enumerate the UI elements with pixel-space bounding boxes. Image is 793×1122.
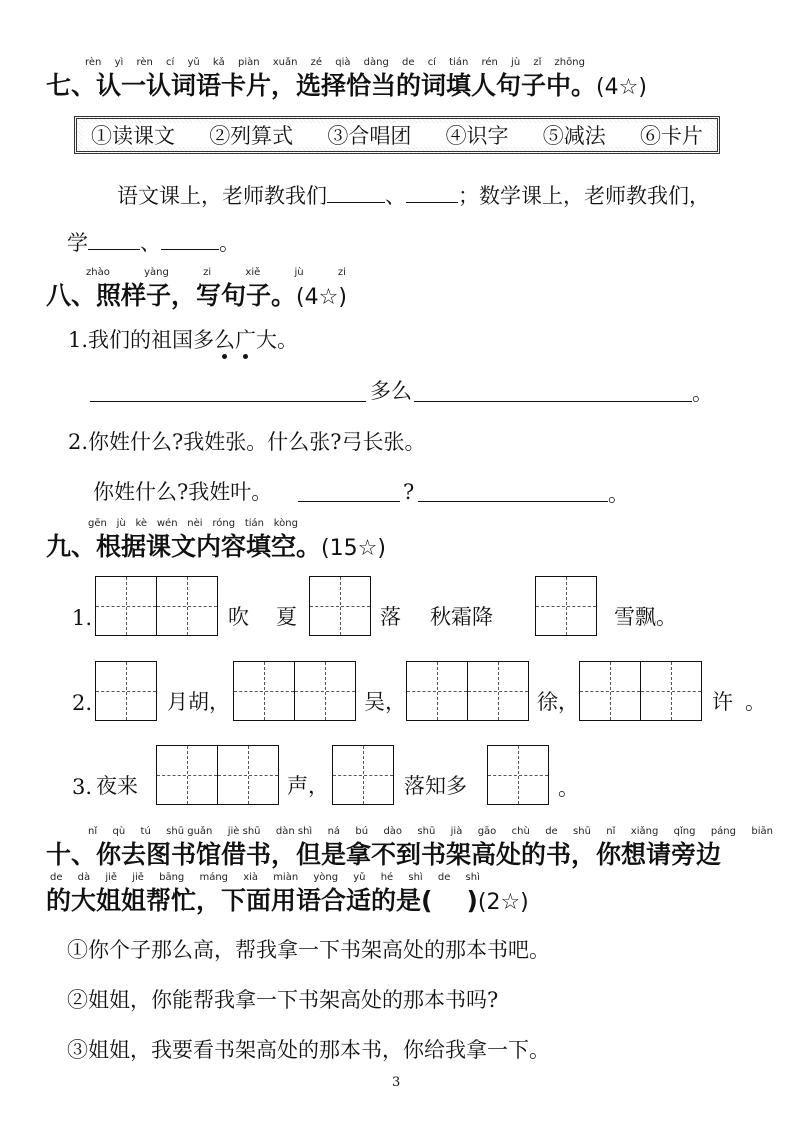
row2-text-2: 吴， — [364, 690, 406, 714]
pinyin-syllable: jià — [450, 826, 463, 837]
tian-grid-1[interactable] — [487, 745, 549, 805]
pinyin-syllable: nǐ — [606, 826, 616, 837]
sec7-line2-text: 学 — [67, 231, 88, 255]
pinyin-syllable: rèn — [85, 57, 102, 68]
pinyin-syllable: yàng — [144, 267, 169, 278]
answer-line[interactable] — [414, 401, 692, 402]
word-card-item[interactable]: ⑤减法 — [542, 124, 606, 148]
tian-grid-2[interactable] — [156, 745, 279, 805]
pinyin-syllable: jù — [511, 57, 521, 68]
pinyin-syllable: hé — [380, 872, 394, 883]
row1-number: 1. — [72, 606, 93, 630]
pinyin-syllable: jiè shū — [227, 826, 261, 837]
sec8-q2: 2.你姓什么?我姓张。什么张?弓长张。 — [68, 430, 426, 454]
pinyin-syllable: zhào — [86, 267, 110, 278]
pinyin-syllable: nèi — [187, 518, 203, 529]
sec7-line2 — [67, 233, 240, 254]
answer-bracket-space[interactable] — [432, 907, 466, 909]
pinyin-syllable: jù — [294, 267, 304, 278]
pinyin-syllable: gēn — [88, 518, 107, 529]
separator: 、 — [140, 231, 161, 255]
answer-blank[interactable] — [327, 200, 385, 203]
pinyin-syllable: miàn — [273, 872, 299, 883]
word-card-item[interactable]: ④识字 — [445, 124, 509, 148]
period: 。 — [219, 231, 240, 255]
row2-text-5: 。 — [745, 690, 766, 714]
pinyin-syllable: zé — [310, 57, 323, 68]
separator: 、 — [385, 184, 406, 208]
pinyin-syllable: qǐng — [673, 826, 696, 837]
sec10-pinyin-row-2 — [50, 873, 480, 883]
sec9-score: (15☆) — [321, 536, 386, 561]
sec7-line1 — [117, 186, 710, 207]
row1-text-2: 夏 — [276, 605, 297, 629]
answer-blank[interactable] — [161, 247, 219, 250]
pinyin-syllable: kǎ — [212, 57, 225, 68]
sec8-q1-end: 。 — [692, 381, 713, 405]
pinyin-syllable: dào — [383, 826, 403, 837]
pinyin-syllable: shū — [417, 826, 436, 837]
sec10-line2-text: 的大姐姐帮忙，下面用语合适的是( — [46, 886, 433, 915]
row2-text-4: 许 — [712, 690, 733, 714]
option-3[interactable]: ③姐姐，我要看书架高处的那本书，你给我拿一下。 — [67, 1038, 550, 1062]
pinyin-syllable: shū guǎn — [166, 826, 213, 837]
word-card-box — [74, 116, 720, 154]
pinyin-syllable: de — [50, 872, 63, 883]
pinyin-syllable: bāng — [159, 872, 185, 883]
pinyin-syllable: de — [545, 826, 558, 837]
pinyin-syllable: zhōng — [554, 57, 585, 68]
pinyin-syllable: dàn shì — [275, 826, 313, 837]
pinyin-syllable: xuǎn — [272, 57, 298, 68]
option-2[interactable]: ②姐姐，你能帮我拿一下书架高处的那本书吗? — [67, 988, 499, 1012]
row3-number: 3. — [72, 775, 93, 799]
word-card-item[interactable]: ①读课文 — [91, 124, 175, 148]
row1-text-4: 秋霜降 — [430, 605, 493, 629]
pinyin-syllable: tián — [449, 57, 469, 68]
tian-grid-2[interactable] — [233, 661, 356, 721]
pinyin-syllable: yǔ — [187, 57, 200, 68]
pinyin-syllable: de — [402, 57, 415, 68]
page-number: 3 — [392, 1075, 401, 1090]
row2-text-3: 徐， — [537, 690, 579, 714]
pinyin-syllable: páng — [710, 826, 736, 837]
sec9-title-text: 九、根据课文内容填空。 — [46, 532, 322, 561]
pinyin-syllable: dà — [77, 872, 91, 883]
pinyin-syllable: kòng — [273, 518, 298, 529]
row3-text-1: 夜来 — [96, 774, 138, 798]
pinyin-syllable: wén — [156, 518, 178, 529]
sec10-line1: 十、你去图书馆借书，但是拿不到书架高处的书，你想请旁边 — [46, 840, 722, 869]
pinyin-syllable: cí — [427, 57, 436, 68]
pinyin-syllable: nǐ — [88, 826, 98, 837]
sec7-pinyin-row — [85, 58, 585, 68]
pinyin-syllable: tú — [140, 826, 151, 837]
answer-line[interactable] — [418, 501, 608, 502]
pinyin-syllable: jiě — [105, 872, 118, 883]
sec8-score: (4☆) — [296, 285, 347, 310]
pinyin-syllable: yòng — [313, 872, 339, 883]
sec7-title — [46, 73, 647, 99]
sec10-score: (2☆) — [477, 890, 529, 915]
pinyin-syllable: rén — [481, 57, 498, 68]
sec8-q2-qmark: ? — [403, 480, 415, 504]
sec7-title-text: 七、认一认词语卡片，选择恰当的词填人句子中。 — [46, 71, 597, 100]
row1-text-1: 吹 — [228, 605, 249, 629]
pinyin-syllable: jù — [116, 518, 126, 529]
row3-text-3: 落知多 — [404, 774, 467, 798]
emphasis-dot — [222, 354, 227, 359]
row2-text-1: 月胡， — [167, 690, 230, 714]
tian-grid-2[interactable] — [579, 661, 702, 721]
sec8-pinyin-row — [86, 268, 346, 278]
sec8-title — [46, 283, 347, 309]
sec8-q2-prompt: 你姓什么?我姓叶。 — [93, 480, 273, 504]
pinyin-syllable: jiě — [132, 872, 144, 883]
pinyin-syllable: xiǎng — [630, 826, 659, 837]
pinyin-syllable: chù — [511, 826, 530, 837]
answer-line[interactable] — [298, 501, 400, 502]
sec9-title — [46, 534, 386, 560]
word-card-item[interactable]: ⑥卡片 — [639, 124, 703, 148]
sec8-q1-mid: 多么 — [370, 379, 412, 403]
pinyin-syllable: ná — [327, 826, 341, 837]
row1-text-3: 落 — [380, 605, 401, 629]
pinyin-syllable: zi — [337, 267, 346, 278]
word-card-item[interactable]: ③合唱团 — [327, 124, 412, 148]
sec7-line1-text: 语文课上，老师教我们 — [117, 184, 327, 208]
pinyin-syllable: cí — [166, 57, 175, 68]
tian-grid-1[interactable] — [332, 745, 394, 805]
pinyin-syllable: de — [437, 872, 451, 883]
pinyin-syllable: shì — [408, 872, 423, 883]
sec10-line2 — [46, 888, 529, 914]
pinyin-syllable: kè — [135, 518, 148, 529]
pinyin-syllable: yì — [114, 57, 124, 68]
pinyin-syllable: zǐ — [533, 57, 542, 68]
tian-grid-1[interactable] — [535, 576, 597, 636]
tian-grid-2[interactable] — [95, 576, 218, 636]
sec7-score: (4☆) — [596, 75, 647, 100]
pinyin-syllable: tián — [244, 518, 264, 529]
row1-text-5: 雪飘。 — [614, 605, 677, 629]
sec8-q2-end: 。 — [608, 482, 629, 506]
pinyin-syllable: biān — [751, 826, 773, 837]
pinyin-syllable: xià — [243, 872, 259, 883]
pinyin-syllable: rèn — [136, 57, 153, 68]
sec7-line1-text-b: ；数学课上，老师教我们， — [458, 184, 710, 208]
sec8-q1: 1.我们的祖国多么广大。 — [68, 328, 299, 352]
pinyin-syllable: róng — [212, 518, 236, 529]
answer-line[interactable] — [90, 401, 366, 402]
row3-text-2: 声， — [287, 774, 329, 798]
pinyin-syllable: shì — [465, 872, 480, 883]
pinyin-syllable: máng — [199, 872, 229, 883]
pinyin-syllable: bú — [355, 826, 369, 837]
sec8-title-text: 八、照样子，写句子。 — [46, 281, 297, 310]
pinyin-syllable: shū — [573, 826, 591, 837]
sec9-pinyin-row — [88, 519, 298, 529]
pinyin-syllable: qù — [112, 826, 126, 837]
pinyin-syllable: dàng — [363, 57, 389, 68]
answer-blank[interactable] — [406, 200, 458, 203]
tian-grid-1[interactable] — [309, 576, 371, 636]
row3-text-4: 。 — [558, 776, 579, 800]
pinyin-syllable: piàn — [237, 57, 260, 68]
pinyin-syllable: yǔ — [353, 872, 366, 883]
emphasis-dot — [243, 354, 248, 359]
tian-grid-2[interactable] — [406, 661, 529, 721]
row2-number: 2. — [72, 691, 93, 715]
sec10-pinyin-row-1 — [88, 827, 773, 837]
option-1[interactable]: ①你个子那么高，帮我拿一下书架高处的那本书吧。 — [67, 938, 550, 962]
pinyin-syllable: qià — [335, 57, 351, 68]
tian-grid-1[interactable] — [95, 661, 157, 721]
bracket-close: ) — [466, 886, 478, 915]
pinyin-syllable: xiě — [245, 267, 261, 278]
answer-blank[interactable] — [88, 247, 140, 250]
word-card-item[interactable]: ②列算式 — [209, 124, 294, 148]
pinyin-syllable: gāo — [477, 826, 497, 837]
pinyin-syllable: zi — [203, 267, 212, 278]
